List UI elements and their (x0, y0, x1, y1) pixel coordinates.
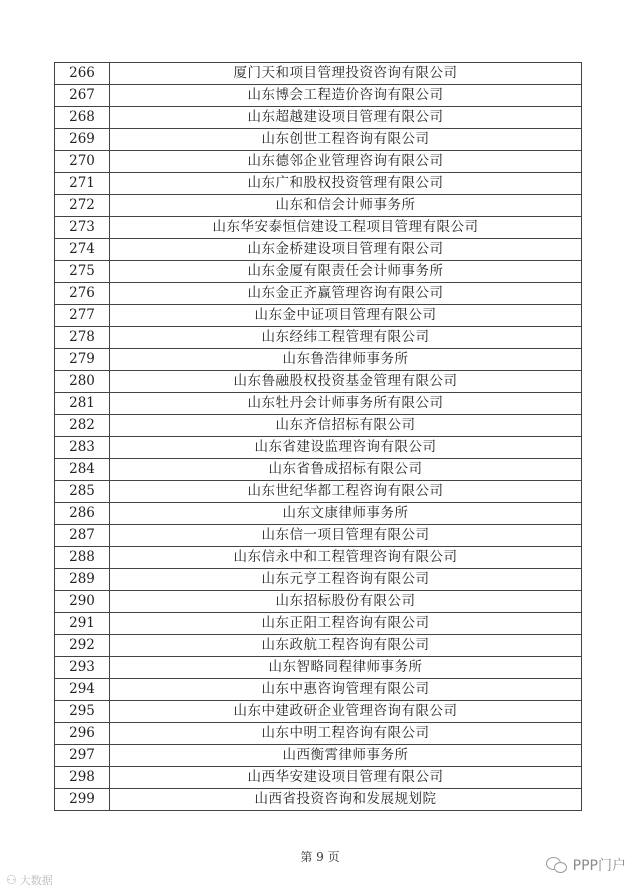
table-row (55, 547, 582, 569)
company-name-cell: 山东信一项目管理有限公司 (110, 525, 582, 547)
table-row (55, 481, 582, 503)
row-number-cell: 267 (55, 85, 110, 107)
table-row (55, 107, 582, 129)
company-name-cell: 山东省鲁成招标有限公司 (110, 459, 582, 481)
row-number-cell: 266 (55, 63, 110, 85)
table-row (55, 63, 582, 85)
row-number-cell: 292 (55, 635, 110, 657)
table-row (55, 503, 582, 525)
company-name-cell: 山东金正齐赢管理咨询有限公司 (110, 283, 582, 305)
company-name-cell: 山东智略同程律师事务所 (110, 657, 582, 679)
wechat-icon (546, 856, 568, 874)
row-number-cell: 272 (55, 195, 110, 217)
left-watermark-text: 大数据 (19, 874, 53, 887)
table-body (55, 63, 582, 811)
company-name-cell: 山西华安建设项目管理有限公司 (110, 767, 582, 789)
left-watermark (6, 872, 53, 888)
row-number-cell: 274 (55, 239, 110, 261)
company-name-cell: 山东中建政研企业管理咨询有限公司 (110, 701, 582, 723)
table-row (55, 393, 582, 415)
table-row (55, 459, 582, 481)
table-row (55, 151, 582, 173)
row-number-cell: 288 (55, 547, 110, 569)
table-row (55, 129, 582, 151)
table-row (55, 327, 582, 349)
company-name-cell: 山东省建设监理咨询有限公司 (110, 437, 582, 459)
company-name-cell: 山东文康律师事务所 (110, 503, 582, 525)
table-row (55, 173, 582, 195)
company-name-cell: 山东金厦有限责任会计师事务所 (110, 261, 582, 283)
company-name-cell: 山东鲁浩律师事务所 (110, 349, 582, 371)
company-name-cell: 山东超越建设项目管理有限公司 (110, 107, 582, 129)
company-name-cell: 山东鲁融股权投资基金管理有限公司 (110, 371, 582, 393)
table-row (55, 723, 582, 745)
company-name-cell: 山东金中证项目管理有限公司 (110, 305, 582, 327)
row-number-cell: 298 (55, 767, 110, 789)
row-number-cell: 268 (55, 107, 110, 129)
company-name-cell: 山东创世工程咨询有限公司 (110, 129, 582, 151)
table-row (55, 85, 582, 107)
row-number-cell: 297 (55, 745, 110, 767)
table-row (55, 371, 582, 393)
company-name-cell: 山东金桥建设项目管理有限公司 (110, 239, 582, 261)
table-row (55, 415, 582, 437)
watermark-logo-icon: ⚇ (6, 873, 17, 887)
row-number-cell: 279 (55, 349, 110, 371)
row-number-cell: 290 (55, 591, 110, 613)
row-number-cell: 289 (55, 569, 110, 591)
company-name-cell: 山东华安泰恒信建设工程项目管理有限公司 (110, 217, 582, 239)
table-row (55, 789, 582, 811)
row-number-cell: 276 (55, 283, 110, 305)
row-number-cell: 269 (55, 129, 110, 151)
table-row (55, 261, 582, 283)
row-number-cell: 285 (55, 481, 110, 503)
right-watermark-text: PPP门户 (572, 858, 626, 874)
table-row (55, 437, 582, 459)
company-list-table (54, 62, 582, 811)
row-number-cell: 283 (55, 437, 110, 459)
table-row (55, 305, 582, 327)
company-name-cell: 山东经纬工程管理有限公司 (110, 327, 582, 349)
company-name-cell: 山东世纪华都工程咨询有限公司 (110, 481, 582, 503)
company-name-cell: 山西衡霄律师事务所 (110, 745, 582, 767)
company-name-cell: 山东政航工程咨询有限公司 (110, 635, 582, 657)
row-number-cell: 296 (55, 723, 110, 745)
table-row (55, 613, 582, 635)
company-name-cell: 山东元亨工程咨询有限公司 (110, 569, 582, 591)
company-name-cell: 山东牡丹会计师事务所有限公司 (110, 393, 582, 415)
row-number-cell: 286 (55, 503, 110, 525)
table-row (55, 195, 582, 217)
company-name-cell: 山东信永中和工程管理咨询有限公司 (110, 547, 582, 569)
table-row (55, 657, 582, 679)
table-row (55, 701, 582, 723)
table-row (55, 283, 582, 305)
row-number-cell: 287 (55, 525, 110, 547)
row-number-cell: 270 (55, 151, 110, 173)
table-row (55, 679, 582, 701)
company-name-cell: 山东齐信招标有限公司 (110, 415, 582, 437)
company-name-cell: 山东和信会计师事务所 (110, 195, 582, 217)
table-row (55, 591, 582, 613)
row-number-cell: 278 (55, 327, 110, 349)
table-row (55, 525, 582, 547)
table-row (55, 745, 582, 767)
row-number-cell: 282 (55, 415, 110, 437)
row-number-cell: 295 (55, 701, 110, 723)
company-name-cell: 山东博会工程造价咨询有限公司 (110, 85, 582, 107)
company-name-cell: 山东德邻企业管理咨询有限公司 (110, 151, 582, 173)
row-number-cell: 299 (55, 789, 110, 811)
page-number: 第 9 页 (300, 850, 340, 864)
row-number-cell: 280 (55, 371, 110, 393)
row-number-cell: 281 (55, 393, 110, 415)
row-number-cell: 294 (55, 679, 110, 701)
row-number-cell: 275 (55, 261, 110, 283)
company-name-cell: 厦门天和项目管理投资咨询有限公司 (110, 63, 582, 85)
row-number-cell: 291 (55, 613, 110, 635)
table-row (55, 635, 582, 657)
table-row (55, 767, 582, 789)
table-row (55, 569, 582, 591)
row-number-cell: 277 (55, 305, 110, 327)
company-name-cell: 山东中惠咨询管理有限公司 (110, 679, 582, 701)
table-row (55, 239, 582, 261)
row-number-cell: 271 (55, 173, 110, 195)
company-name-cell: 山东招标股份有限公司 (110, 591, 582, 613)
company-name-cell: 山西省投资咨询和发展规划院 (110, 789, 582, 811)
row-number-cell: 284 (55, 459, 110, 481)
company-name-cell: 山东中明工程咨询有限公司 (110, 723, 582, 745)
row-number-cell: 293 (55, 657, 110, 679)
company-name-cell: 山东正阳工程咨询有限公司 (110, 613, 582, 635)
table-row (55, 349, 582, 371)
company-list-table-container (54, 62, 582, 811)
table-row (55, 217, 582, 239)
right-watermark (546, 855, 626, 875)
company-name-cell: 山东广和股权投资管理有限公司 (110, 173, 582, 195)
row-number-cell: 273 (55, 217, 110, 239)
